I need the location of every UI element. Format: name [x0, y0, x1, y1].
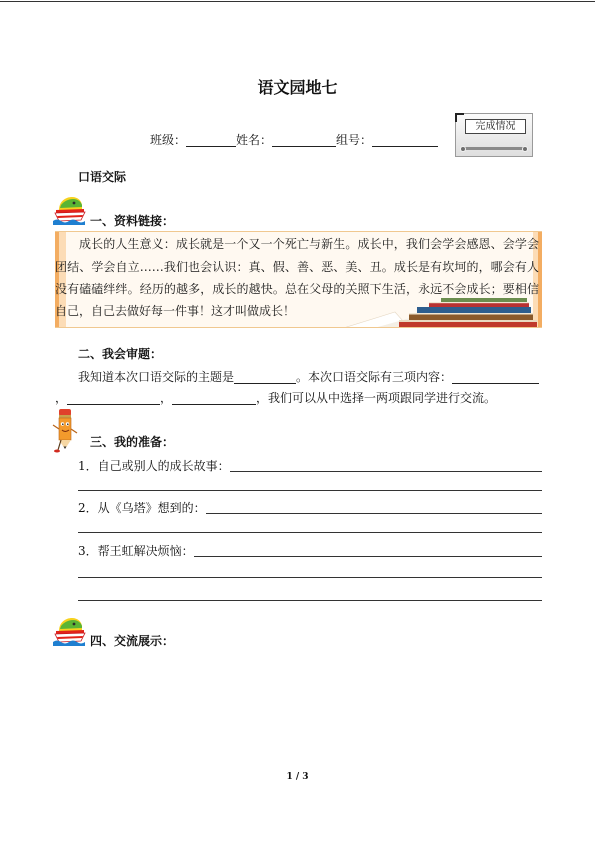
info-text-line: 没有磕磕绊绊。经历的越多，成长的越快。总在父母的关照下生活，永远不会成长；要相信: [55, 282, 539, 296]
topic-sentence-continuation: [55, 390, 496, 406]
preparation-item-label: 2．从《乌塔》想到的：: [78, 501, 206, 515]
answer-line: [78, 532, 542, 533]
preparation-item-label: 3．帮王虹解决烦恼：: [78, 544, 194, 558]
page-number: 1 / 3: [286, 772, 309, 782]
page-title: 语文园地七: [257, 78, 338, 97]
boat-icon: [52, 196, 86, 226]
class-label: 班级：: [150, 133, 187, 147]
topic-sentence-part: ，: [160, 391, 173, 405]
badge-corner: [455, 113, 464, 122]
info-box: [55, 231, 542, 328]
answer-line: [78, 600, 542, 601]
answer-line: [206, 501, 542, 514]
page-top-rule: [0, 1, 595, 2]
section1-heading: 一、资料链接：: [90, 214, 175, 228]
answer-line: [78, 490, 542, 491]
section4-heading: 四、交流展示：: [90, 634, 175, 648]
class-blank: [186, 134, 236, 147]
info-text-line: 自己，自己去做好每一件事！这才叫做成长！: [55, 304, 296, 318]
pencil-character-icon: [50, 407, 80, 453]
content-blank-3: [172, 392, 256, 405]
name-blank: [272, 134, 336, 147]
info-text-line: 团结、学会自立……我们也会认识：真、假、善、恶、美、丑。成长是有坎坷的，哪会有人: [55, 260, 539, 274]
boat-icon: [52, 617, 86, 647]
content-blank-2: [67, 392, 160, 405]
badge-dot-left: [460, 146, 466, 152]
preparation-item-3: [78, 543, 542, 559]
topic-sentence-part: 我知道本次口语交际的主题是: [78, 370, 235, 384]
oral-communication-label: 口语交际: [78, 170, 127, 184]
badge-dot-right: [522, 146, 528, 152]
topic-sentence-part: 。本次口语交际有三项内容：: [296, 370, 453, 384]
answer-line: [230, 459, 542, 472]
topic-sentence-line: [78, 369, 539, 385]
preparation-item-1: [78, 458, 542, 474]
student-info-row: [150, 132, 438, 148]
name-label: 姓名：: [236, 133, 273, 147]
badge-bar: [463, 147, 525, 150]
topic-sentence-part: ，: [55, 391, 68, 405]
info-text-line: 成长的人生意义：成长就是一个又一个死亡与新生。成长中，我们会学会感恩、会学会: [79, 237, 539, 251]
group-blank: [372, 134, 438, 147]
preparation-item-label: 1．自己或别人的成长故事：: [78, 459, 230, 473]
content-blank-1: [452, 371, 539, 384]
answer-line: [78, 577, 542, 578]
book-stack-illustration: [337, 294, 537, 328]
group-label: 组号：: [336, 133, 373, 147]
section3-heading: 三、我的准备：: [90, 435, 175, 449]
topic-sentence-part: ，我们可以从中选择一两项跟同学进行交流。: [256, 391, 497, 405]
section2-heading: 二、我会审题：: [78, 347, 163, 361]
completion-status-label: 完成情况: [465, 119, 526, 134]
topic-blank: [234, 371, 296, 384]
preparation-item-2: [78, 500, 542, 516]
answer-line: [194, 544, 542, 557]
completion-status-badge: [455, 113, 533, 157]
